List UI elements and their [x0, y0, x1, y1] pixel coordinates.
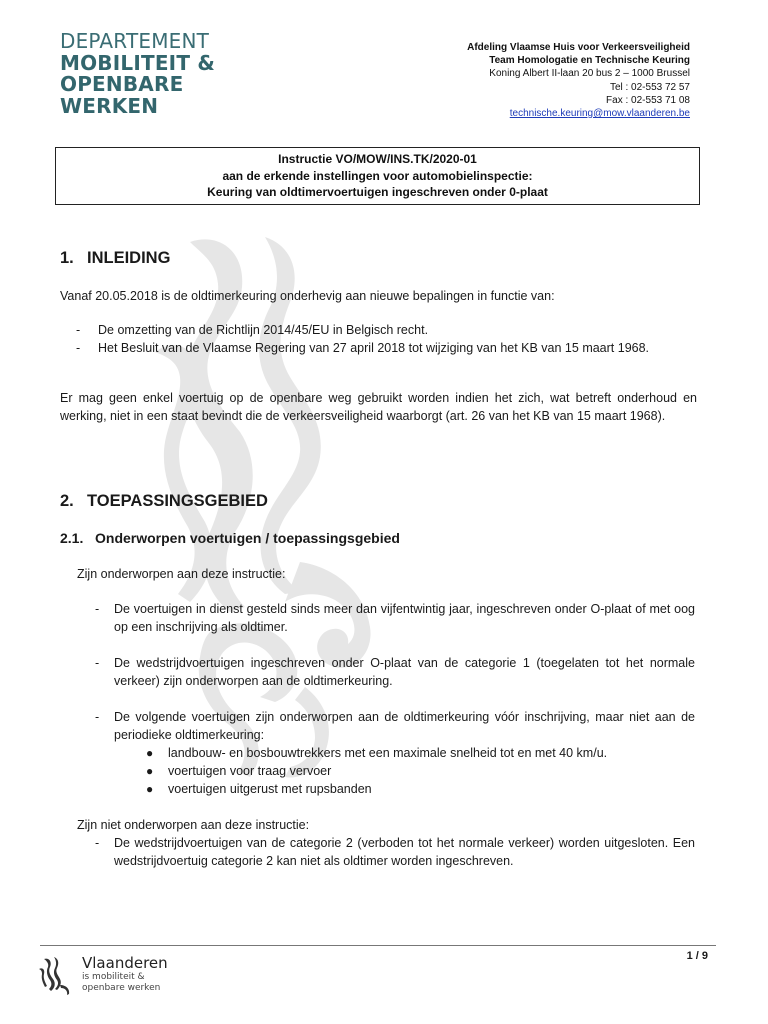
- instruction-audience: aan de erkende instellingen voor automobielinspectie:: [222, 168, 533, 183]
- dash-bullet: -: [95, 836, 100, 850]
- dash-bullet: -: [95, 656, 100, 670]
- page-number: 1 / 9: [686, 950, 708, 962]
- section-2-1-number: 2.1.: [60, 530, 84, 546]
- list-item: [95, 708, 695, 744]
- section-2-number: 2.: [60, 492, 74, 510]
- address-street: Koning Albert II-laan 20 bus 2 – 1000 Brussel: [489, 68, 690, 80]
- list-item: [95, 654, 695, 690]
- footer-divider: [40, 945, 716, 946]
- department-logo: [60, 31, 215, 117]
- section-1-intro: Vanaf 20.05.2018 is de oldtimerkeuring onderhevig aan nieuwe bepalingen in functie van:: [60, 289, 555, 303]
- address-tel: Tel : 02-553 72 57: [609, 81, 690, 93]
- section-2-1-title: Onderworpen voertuigen / toepassingsgebied: [95, 530, 400, 546]
- logo-line-3: OPENBARE: [60, 72, 184, 96]
- list-item: [95, 600, 695, 636]
- list-item-text: De voertuigen in dienst gesteld sinds meer dan vijfentwintig jaar, ingeschreven onder O-plaat of met oog op een inschrijving als oldtimer.: [114, 602, 695, 634]
- section-2-title: TOEPASSINGSGEBIED: [87, 492, 268, 510]
- logo-line-4: WERKEN: [60, 93, 159, 118]
- dash-bullet: -: [95, 602, 100, 616]
- footer-brand-name: Vlaanderen: [82, 954, 168, 972]
- section-2-heading: [60, 492, 268, 510]
- list-item: [76, 321, 697, 339]
- list-item-text: De volgende voertuigen zijn onderworpen aan de oldtimerkeuring vóór inschrijving, maar niet aan de periodieke oldtimerkeuring:: [114, 710, 695, 742]
- bullet-item: [146, 762, 331, 780]
- bullet-item: [146, 744, 607, 762]
- list-item-text: De wedstrijdvoertuigen van de categorie 2 (verboden tot het normale verkeer) worden uitgesloten. Een wedstrijdvoertuig categorie 2 kan niet als oldtimer worden ingeschreven.: [114, 836, 695, 868]
- logo-line-1: DEPARTEMENT: [60, 29, 210, 53]
- email-link[interactable]: technische.keuring@mow.vlaanderen.be: [509, 108, 690, 120]
- dash-bullet: -: [76, 341, 81, 355]
- address-team: Team Homologatie en Technische Keuring: [489, 55, 690, 67]
- footer-tagline-2: openbare werken: [82, 983, 161, 993]
- bullet-text: voertuigen voor traag vervoer: [168, 764, 332, 778]
- list-item-text: De omzetting van de Richtlijn 2014/45/EU in Belgisch recht.: [98, 323, 429, 337]
- list-item-text: Het Besluit van de Vlaamse Regering van 27 april 2018 tot wijziging van het KB van 15 maart 1968.: [98, 341, 650, 355]
- instruction-code: Instructie VO/MOW/INS.TK/2020-01: [278, 152, 477, 166]
- bullet-text: voertuigen uitgerust met rupsbanden: [168, 782, 372, 796]
- list-item: [95, 834, 695, 870]
- instruction-title-box: [55, 147, 700, 205]
- instruction-subject: Keuring van oldtimervoertuigen ingeschreven onder 0-plaat: [207, 185, 548, 199]
- subject-intro: Zijn onderworpen aan deze instructie:: [77, 567, 286, 581]
- bullet-text: landbouw- en bosbouwtrekkers met een maximale snelheid tot en met 40 km/u.: [168, 746, 608, 760]
- logo-line-2: MOBILITEIT &: [60, 50, 215, 75]
- section-1-title: INLEIDING: [87, 249, 171, 267]
- footer-tagline-1: is mobiliteit &: [82, 972, 145, 982]
- address-department: Afdeling Vlaamse Huis voor Verkeersveiligheid: [467, 42, 690, 53]
- section-1-heading: [60, 249, 170, 267]
- address-fax: Fax : 02-553 71 08: [606, 94, 690, 106]
- section-1-number: 1.: [60, 249, 74, 267]
- address-block: [467, 41, 690, 120]
- section-2-1-heading: [60, 529, 400, 547]
- bullet-dot-icon: ●: [146, 746, 154, 760]
- bullet-dot-icon: ●: [146, 764, 154, 778]
- footer-brand: [82, 954, 168, 994]
- flemish-lion-icon: [38, 955, 74, 999]
- not-subject-intro: Zijn niet onderworpen aan deze instructie:: [77, 818, 310, 832]
- section-1-paragraph: Er mag geen enkel voertuig op de openbare weg gebruikt worden indien het zich, wat betreft onderhoud en werking, niet in een staat bevindt die de verkeersveiligheid waarborgt (art. 26 van het KB van 15 maart 1968).: [60, 391, 697, 423]
- dash-bullet: -: [95, 710, 100, 724]
- bullet-item: [146, 780, 372, 798]
- dash-bullet: -: [76, 323, 81, 337]
- list-item-text: De wedstrijdvoertuigen ingeschreven onder O-plaat van de categorie 1 (toegelaten tot het normale verkeer) zijn onderworpen aan de oldtimerkeuring.: [114, 656, 695, 688]
- list-item: [76, 339, 697, 357]
- bullet-dot-icon: ●: [146, 782, 154, 796]
